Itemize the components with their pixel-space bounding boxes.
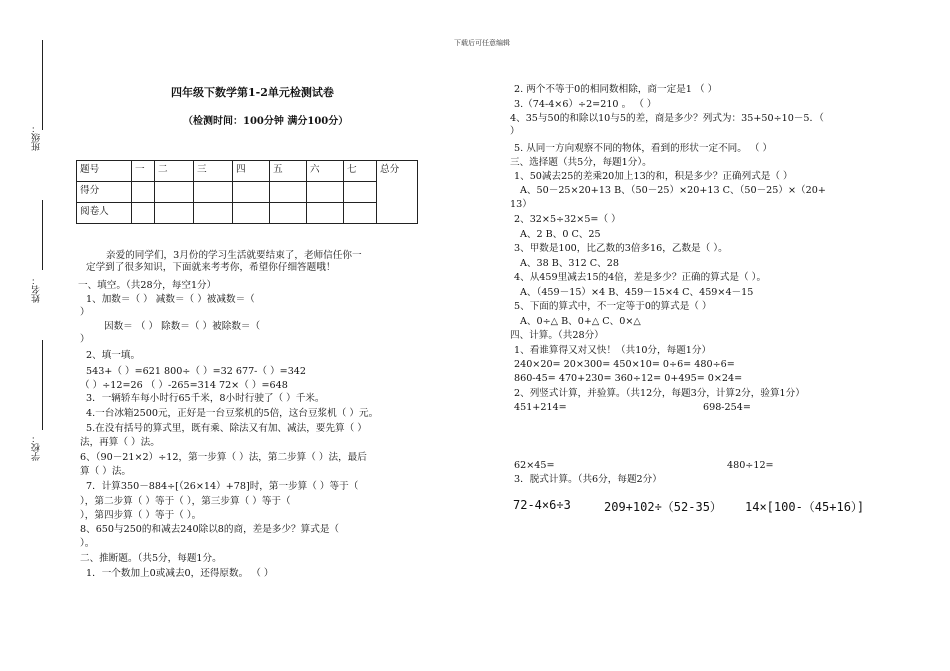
question-line: 2. 两个不等于0的相同数相除，商一定是1 （ ）	[514, 84, 718, 95]
question-line: 543+（ ）=621 800÷（ ）=32 677-（ ）=342	[86, 366, 307, 377]
header-note: 下载后可任意编辑	[454, 39, 510, 47]
question-line: 算（ ）法。	[80, 466, 132, 477]
question-line: 860-45= 470+230= 360÷12= 0+495= 0×24=	[514, 373, 743, 384]
expression: 209+102÷（52-35）	[604, 500, 722, 514]
score-table-header: 题号	[77, 161, 132, 182]
question-line: A、50－25×20+13 B、（50－25）×20+13 C、（50－25）×（20+	[520, 185, 826, 196]
question-line: ）。	[80, 538, 95, 549]
question-line: 7．计算350－884÷[（26×14）+78]时，第一步算（ ）等于（	[86, 481, 359, 492]
margin-line-2	[42, 200, 43, 270]
score-cell[interactable]	[155, 203, 194, 224]
question-line: 2、32×5÷32×5=（ ）	[514, 214, 621, 225]
question-line: 5. 从同一方向观察不同的物体，看到的形状一定不同。 （ ）	[514, 143, 773, 154]
question-line: 240×20= 20×300= 450×10= 0÷6= 480÷6=	[514, 359, 735, 370]
question-line: 3、甲数是100，比乙数的3倍多16，乙数是（ ）。	[514, 243, 728, 254]
score-cell[interactable]	[270, 182, 307, 203]
page-subtitle: （检测时间：100分钟 满分100分）	[183, 116, 349, 127]
score-col: 五	[270, 161, 307, 182]
score-cell[interactable]	[132, 182, 155, 203]
question-line: A、38 B、312 C、28	[520, 258, 619, 269]
class-label: 班级：	[32, 124, 42, 151]
question-line: ），第四步算（ ）等于（ ）。	[80, 510, 202, 521]
score-col: 四	[233, 161, 270, 182]
question-line: A、0÷△ B、0+△ C、0×△	[520, 316, 641, 327]
score-table-header: 得分	[77, 182, 132, 203]
question-line: 480÷12=	[727, 460, 774, 471]
score-col: 总分	[377, 161, 418, 224]
name-label: 姓名：	[32, 276, 42, 303]
question-line: 4、从459里减去15的4倍，差是多少？正确的算式是（ ）。	[514, 272, 767, 283]
question-line: 6、（90－21×2）÷12，第一步算（ ）法，第二步算（ ）法，最后	[80, 452, 367, 463]
question-line: 5、下面的算式中，不一定等于0的算式是（ ）	[514, 301, 712, 312]
score-col: 七	[344, 161, 377, 182]
question-line: ），第二步算（ ）等于（ ），第三步算（ ）等于（	[80, 496, 291, 507]
score-cell[interactable]	[307, 203, 344, 224]
question-line: ）	[80, 307, 90, 318]
score-cell[interactable]	[307, 182, 344, 203]
question-line: 法，再算（ ）法。	[80, 437, 160, 448]
section-heading: 四、计算。（共28分）	[510, 330, 604, 341]
question-line: 3．脱式计算。（共6分，每题2分）	[514, 474, 662, 485]
score-cell[interactable]	[155, 182, 194, 203]
question-line: 4.一台冰箱2500元，正好是一台豆浆机的5倍，这台豆浆机（ ）元。	[86, 408, 379, 419]
margin-line-1	[42, 40, 43, 130]
question-line: 2、列竖式计算，并验算。（共12分，每题3分，计算2分，验算1分）	[514, 388, 805, 399]
score-cell[interactable]	[194, 182, 233, 203]
question-line: 3.（74-4×6）÷2=210 。 （ ）	[514, 99, 657, 110]
score-cell[interactable]	[132, 203, 155, 224]
score-cell[interactable]	[233, 182, 270, 203]
question-line: ）	[80, 334, 90, 345]
section-heading: 一、填空。（共28分，每空1分）	[78, 280, 217, 291]
expression: 72-4×6÷3	[513, 498, 571, 512]
question-line: 451+214=	[514, 402, 567, 413]
score-col: 三	[194, 161, 233, 182]
question-line: 1．一个数加上0或减去0，还得原数。 （ ）	[86, 568, 274, 579]
score-col: 一	[132, 161, 155, 182]
score-table-header: 阅卷人	[77, 203, 132, 224]
question-line: A、2 B、0 C、25	[520, 229, 601, 240]
section-heading: 三、选择题（共5分，每题1分）。	[510, 157, 652, 168]
school-label: 学校：	[32, 434, 42, 461]
score-cell[interactable]	[344, 182, 377, 203]
question-line: 1、看谁算得又对又快！（共10分，每题1分）	[514, 345, 712, 356]
question-line: 5.在没有括号的算式里，既有乘、除法又有加、减法，要先算（ ）	[86, 423, 367, 434]
question-line: 698-254=	[703, 402, 751, 413]
question-line: ）	[510, 126, 520, 137]
intro-line: 定学到了很多知识，下面就来考考你，希望你仔细答题哦！	[86, 262, 336, 273]
question-line: 3．一辆轿车每小时行65千米，8小时行驶了（ ）千米。	[86, 393, 325, 404]
intro-line: 亲爱的同学们，3月份的学习生活就要结束了，老师信任你一	[106, 250, 362, 261]
score-col: 六	[307, 161, 344, 182]
score-cell[interactable]	[233, 203, 270, 224]
question-line: 8、650与250的和减去240除以8的商，差是多少？算式是（	[80, 524, 340, 535]
question-line: 13）	[510, 199, 532, 210]
score-cell[interactable]	[194, 203, 233, 224]
score-cell[interactable]	[344, 203, 377, 224]
question-line: 4、35与50的和除以10与5的差，商是多少？列式为：35+50÷10－5．（	[510, 113, 824, 124]
question-line: 因数＝ （ ） 除数＝（ ）被除数＝（	[104, 321, 261, 332]
section-heading: 二、推断题。（共5分，每题1分。	[80, 553, 222, 564]
question-line: 1、加数＝（ ） 减数＝（ ）被减数＝（	[86, 294, 255, 305]
score-cell[interactable]	[270, 203, 307, 224]
score-col: 二	[155, 161, 194, 182]
margin-line-3	[42, 340, 43, 430]
question-line: （ ）÷12=26 （ ）-265=314 72×（ ）=648	[80, 380, 288, 391]
question-line: A、（459－15）×4 B、459－15×4 C、459×4－15	[520, 287, 754, 298]
page-title: 四年级下数学第1-2单元检测试卷	[171, 86, 334, 99]
question-line: 62×45=	[514, 460, 555, 471]
expression: 14×[100-（45+16）]	[745, 500, 865, 514]
score-table	[76, 160, 418, 224]
question-line: 1、50减去25的差乘20加上13的和，积是多少？正确列式是（ ）	[514, 171, 793, 182]
question-line: 2、填一填。	[86, 350, 141, 361]
